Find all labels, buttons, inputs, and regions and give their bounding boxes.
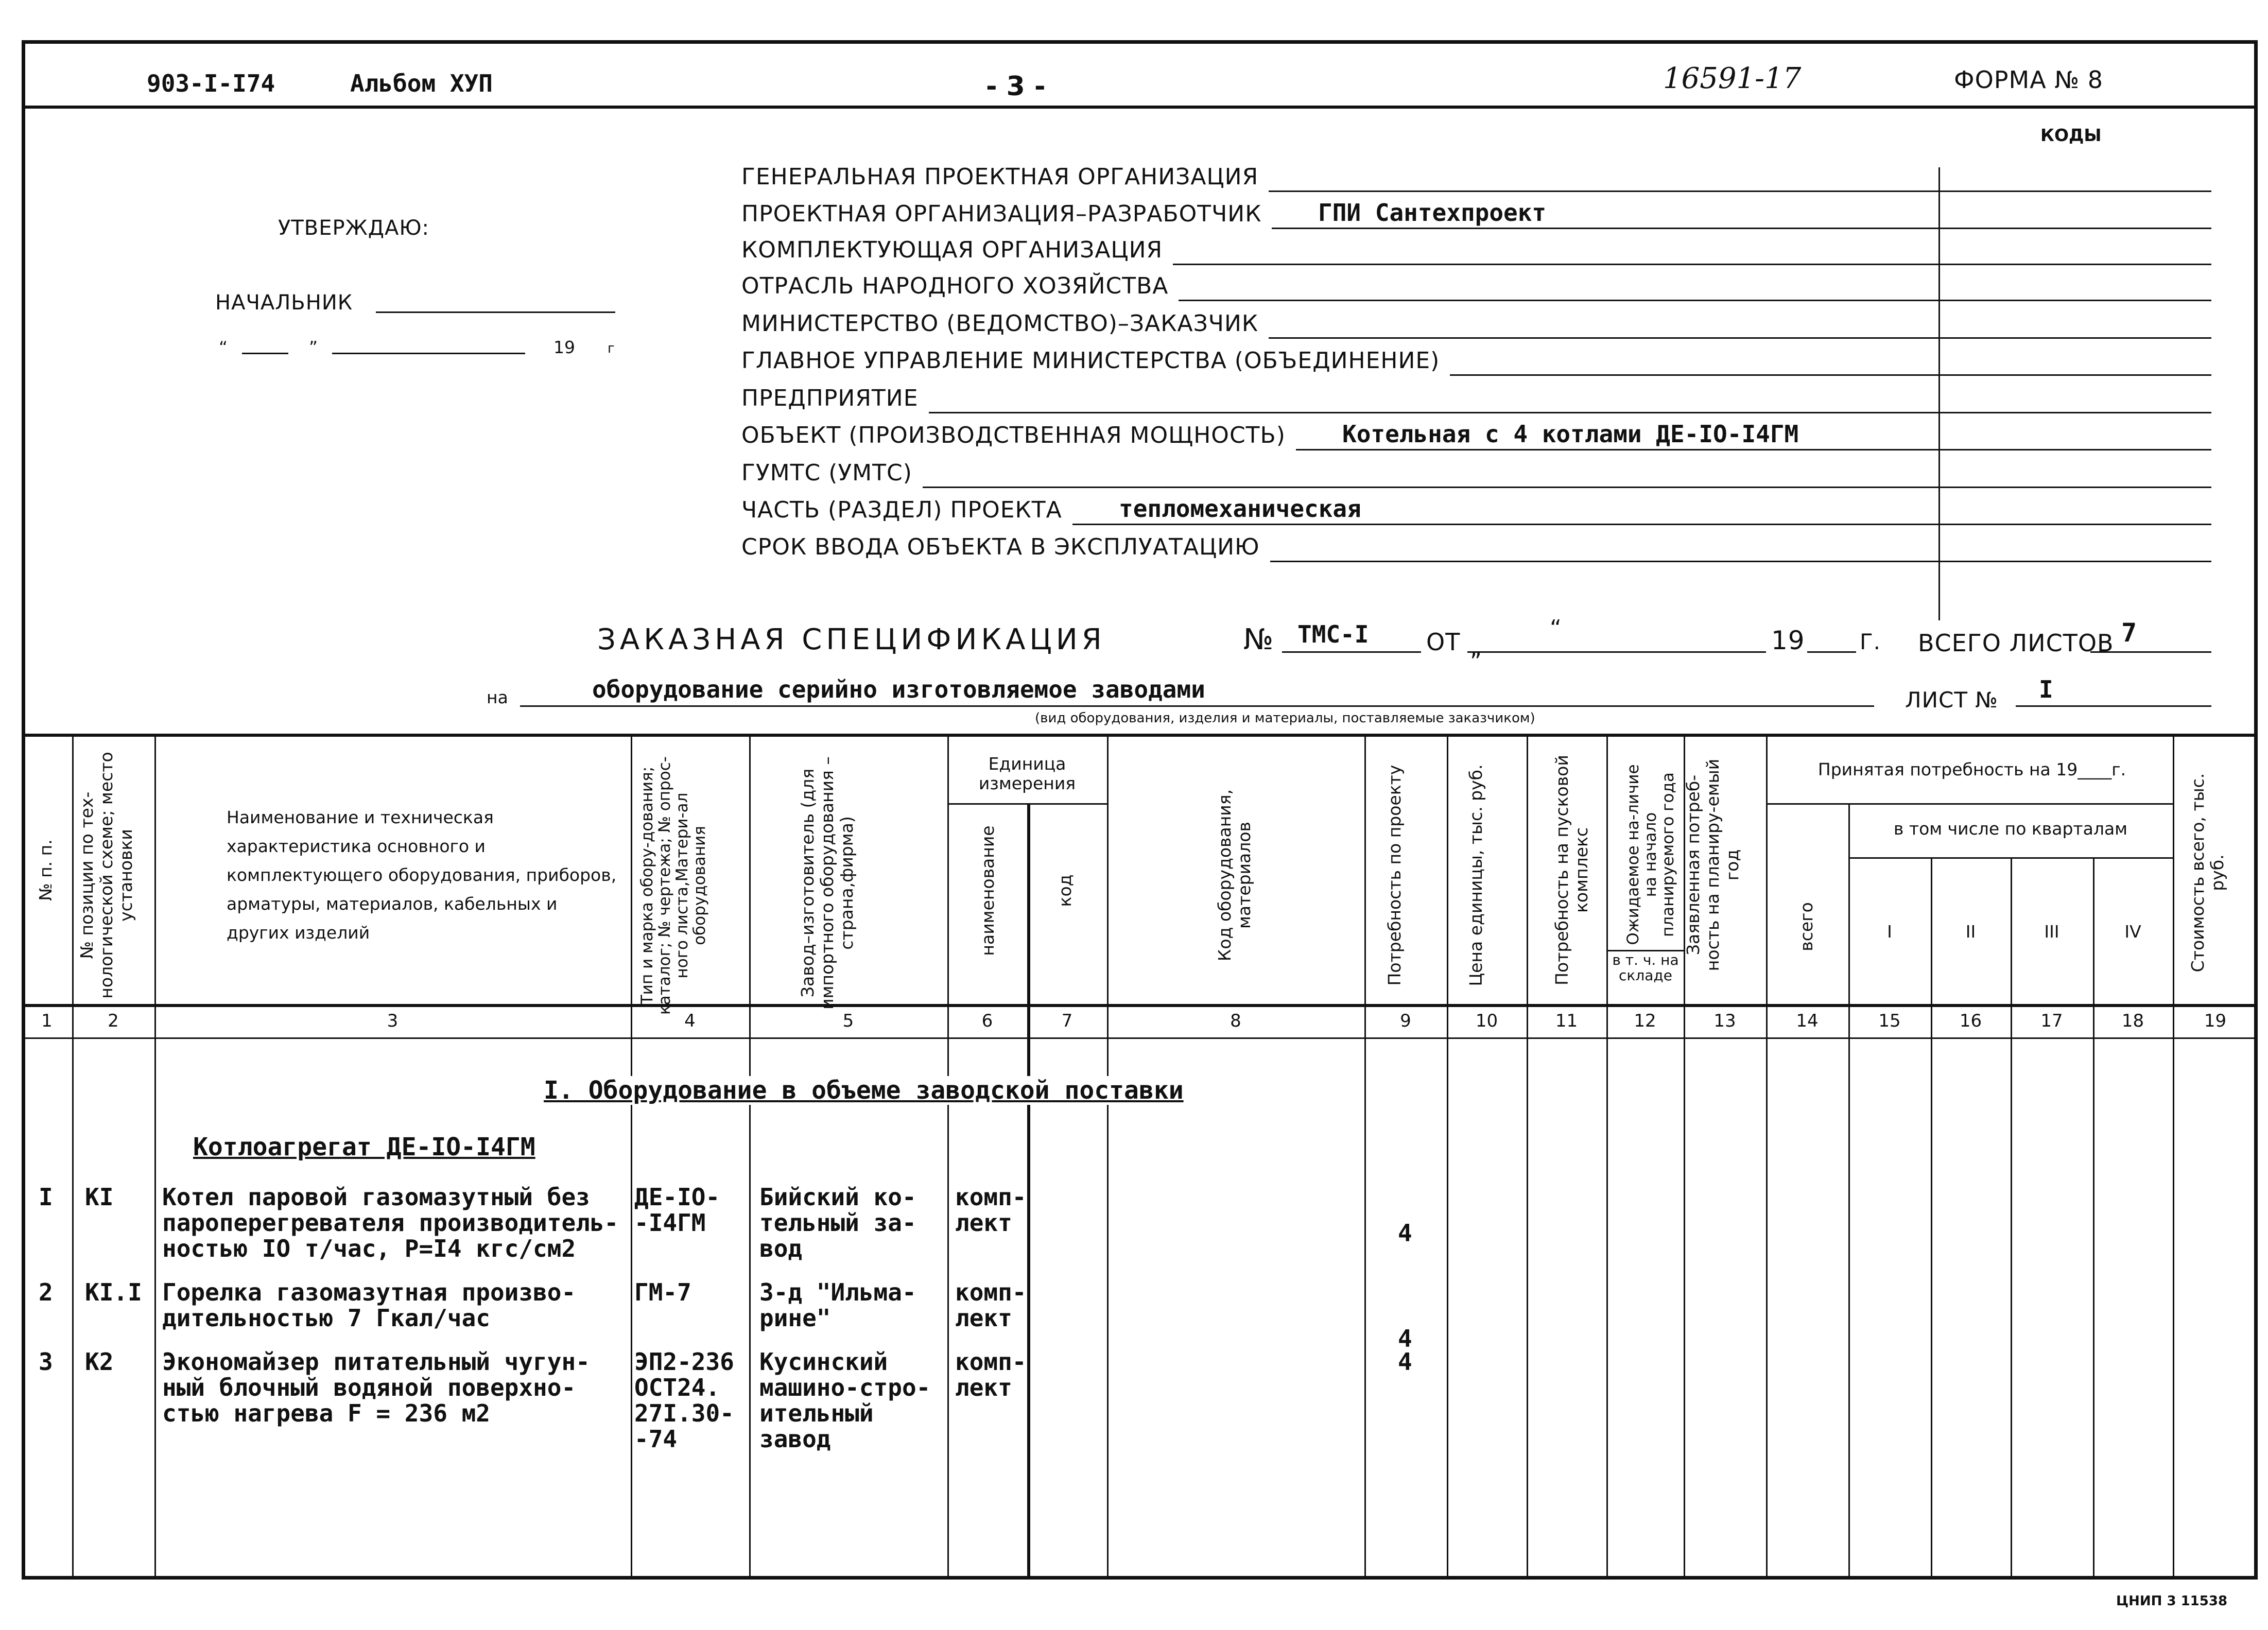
total-sheets-label: ВСЕГО ЛИСТОВ bbox=[1918, 629, 2114, 657]
col-line-4 bbox=[749, 734, 751, 1578]
th-quarters-group: в том числе по кварталам bbox=[1893, 819, 2128, 839]
page-number: - 3 - bbox=[986, 71, 1046, 102]
total-sheets-line bbox=[2090, 651, 2211, 653]
form-label: ФОРМА № 8 bbox=[1954, 66, 2104, 94]
org-field-label: ГЛАВНОЕ УПРАВЛЕНИЕ МИНИСТЕРСТВА (ОБЪЕДИНЕНИЕ) bbox=[741, 348, 1440, 374]
th-cost: Стоимость всего, тыс. руб. bbox=[2188, 773, 2227, 973]
header-bottom-border bbox=[22, 1004, 2258, 1007]
handwritten-code: 16591-17 bbox=[1663, 62, 1802, 95]
top-bar-divider bbox=[22, 106, 2258, 109]
row-maker: Кусинский машино-стро- ительный завод bbox=[759, 1348, 931, 1453]
spec-date-quote-close: ” bbox=[1470, 649, 1482, 675]
sheet-line bbox=[2016, 705, 2211, 707]
date-quote-open: “ bbox=[219, 337, 228, 357]
org-field-label: КОМПЛЕКТУЮЩАЯ ОРГАНИЗАЦИЯ bbox=[741, 237, 1163, 263]
colnum-19: 19 bbox=[2204, 1011, 2227, 1031]
colnum-16: 16 bbox=[1959, 1011, 1982, 1031]
codes-divider bbox=[1938, 167, 1940, 620]
org-field-label: ПРОЕКТНАЯ ОРГАНИЗАЦИЯ–РАЗРАБОТЧИК bbox=[741, 201, 1262, 227]
colnum-3: 3 bbox=[387, 1011, 399, 1031]
org-field-value: ГПИ Сантехпроект bbox=[1318, 199, 1547, 227]
col-line-15 bbox=[1931, 857, 1932, 1578]
col-line-10 bbox=[1527, 734, 1528, 1578]
spec-subject-caption: (вид оборудования, изделия и материалы, поставляемые заказчиком) bbox=[1035, 710, 1535, 726]
th-equip-code: Код оборудования, материалов bbox=[1215, 789, 1254, 962]
colnum-14: 14 bbox=[1796, 1011, 1819, 1031]
th-name: Наименование и техническая характеристика основного и комплектующего оборудования, приборов, арматуры, материалов, кабельных и других изделий bbox=[227, 807, 617, 943]
org-field-line bbox=[1272, 228, 2211, 229]
th-price: Цена единицы, тыс. руб. bbox=[1466, 764, 1486, 986]
th-launch: Потребность на пусковой комплекс bbox=[1552, 755, 1591, 985]
accepted-group-line bbox=[1766, 803, 2173, 805]
date-day-line bbox=[242, 353, 288, 354]
th-unit-group: Единица измерения bbox=[978, 754, 1076, 793]
spec-year-label: 19 bbox=[1771, 626, 1805, 655]
row-name: Котел паровой газомазутный без пароперегревателя производитель- ностью IO т/час, Р=I4 кгс/см2 bbox=[162, 1183, 619, 1262]
col-line-14 bbox=[1848, 803, 1850, 1578]
org-field-label: ОБЪЕКТ (ПРОИЗВОДСТВЕННАЯ МОЩНОСТЬ) bbox=[741, 422, 1286, 448]
row-unit: комп- лект bbox=[955, 1348, 1027, 1401]
th-q2: II bbox=[1965, 922, 1976, 942]
th-total: всего bbox=[1796, 902, 1816, 951]
th-q3: III bbox=[2044, 922, 2059, 942]
colnum-13: 13 bbox=[1713, 1011, 1736, 1031]
row-num: I bbox=[39, 1183, 53, 1211]
spec-from-label: ОТ bbox=[1426, 628, 1461, 656]
row-qty: 4 bbox=[1398, 1348, 1412, 1376]
th-q1: I bbox=[1887, 922, 1892, 942]
org-field-label: ГУМТС (УМТС) bbox=[741, 460, 912, 486]
org-field-label: ПРЕДПРИЯТИЕ bbox=[741, 385, 919, 411]
row-num: 2 bbox=[39, 1278, 53, 1306]
colnum-2: 2 bbox=[108, 1011, 119, 1031]
th-position: № позиции по тех-нологической схеме; место установки bbox=[77, 752, 136, 999]
colnum-11: 11 bbox=[1555, 1011, 1578, 1031]
sheet-label: ЛИСТ № bbox=[1905, 687, 1999, 713]
spec-number-value: ТМС-I bbox=[1297, 620, 1369, 648]
col-line-18 bbox=[2173, 734, 2174, 1578]
col-line-9 bbox=[1447, 734, 1448, 1578]
date-g-label: г bbox=[608, 341, 615, 356]
colnum-8: 8 bbox=[1230, 1011, 1241, 1031]
spec-g-label: Г. bbox=[1860, 629, 1881, 654]
chief-label: НАЧАЛЬНИК bbox=[215, 291, 353, 315]
colnum-4: 4 bbox=[684, 1011, 696, 1031]
th-expected-stock: в т. ч. на складе bbox=[1612, 951, 1679, 984]
row-type: ГМ-7 bbox=[634, 1278, 691, 1306]
date-quote-close: ” bbox=[309, 337, 318, 357]
colnum-1: 1 bbox=[41, 1011, 53, 1031]
row-unit: комп- лект bbox=[955, 1278, 1027, 1332]
org-field-label: ЧАСТЬ (РАЗДЕЛ) ПРОЕКТА bbox=[741, 497, 1062, 523]
org-field-line bbox=[1296, 449, 2211, 450]
th-type: Тип и марка обору-дования; каталог; № чертежа; № опрос-ного листа,Матери-ал оборудования bbox=[638, 756, 709, 1015]
row-type: ДЕ-IO- -I4ГМ bbox=[634, 1183, 720, 1237]
row-position: KI bbox=[85, 1183, 114, 1211]
colnum-9: 9 bbox=[1400, 1011, 1411, 1031]
col-line-6 bbox=[1027, 803, 1030, 1578]
org-field-label: СРОК ВВОДА ОБЪЕКТА В ЭКСПЛУАТАЦИЮ bbox=[741, 534, 1260, 560]
row-maker: З-д "Ильма- рине" bbox=[759, 1278, 916, 1332]
section-title-text: I. Оборудование в объеме заводской поставки bbox=[544, 1076, 1184, 1105]
col-line-7 bbox=[1107, 734, 1109, 1578]
spec-subject: оборудование серийно изготовляемое заводами bbox=[592, 675, 1205, 703]
spec-number-line bbox=[1282, 651, 1421, 653]
org-field-value: тепломеханическая bbox=[1119, 495, 1361, 523]
org-field-line bbox=[1173, 264, 2211, 265]
colnum-5: 5 bbox=[842, 1011, 854, 1031]
col-line-5 bbox=[947, 734, 949, 1578]
spec-year-line bbox=[1807, 651, 1856, 653]
group-title: Котлоагрегат ДЕ-IO-I4ГМ bbox=[193, 1133, 535, 1161]
org-field-line bbox=[1072, 524, 2211, 525]
col-line-3 bbox=[631, 734, 632, 1578]
codes-label: КОДЫ bbox=[2040, 125, 2102, 145]
spec-number-label: № bbox=[1243, 623, 1274, 656]
sheet-value: I bbox=[2039, 675, 2053, 703]
chief-signature-line bbox=[376, 311, 615, 313]
quarters-group-line bbox=[1848, 857, 2173, 859]
th-expected: Ожидаемое на-личие на начало планируемого года bbox=[1624, 764, 1677, 945]
spec-subject-line bbox=[520, 705, 1874, 707]
org-field-line bbox=[923, 487, 2211, 488]
colnum-10: 10 bbox=[1475, 1011, 1498, 1031]
th-maker: Завод–изготовитель (для импортного оборудования –страна,фирма) bbox=[798, 756, 857, 1010]
org-field-line bbox=[1269, 190, 2211, 192]
doc-number: 903-I-I74 bbox=[147, 70, 275, 97]
spec-title: ЗАКАЗНАЯ СПЕЦИФИКАЦИЯ bbox=[597, 623, 1106, 656]
row-type: ЭП2-236 ОСТ24. 27I.30- -74 bbox=[634, 1348, 734, 1453]
footer-stamp: ЦНИП 3 11538 bbox=[2116, 1593, 2228, 1609]
spec-date-line bbox=[1467, 651, 1766, 653]
org-field-value: Котельная с 4 котлами ДЕ-IO-I4ГМ bbox=[1342, 420, 1799, 448]
section-title bbox=[541, 1076, 1187, 1105]
th-q4: IV bbox=[2124, 922, 2141, 942]
album-label: Альбом ХУП bbox=[350, 70, 493, 97]
org-field-label: МИНИСТЕРСТВО (ВЕДОМСТВО)–ЗАКАЗЧИК bbox=[741, 310, 1259, 337]
row-unit: комп- лект bbox=[955, 1183, 1027, 1237]
row-name: Экономайзер питательный чугун- ный блочный водяной поверхно- стью нагрева F = 236 м2 bbox=[162, 1348, 590, 1427]
th-declared: Заявленная потреб-ность на планиру-емый год bbox=[1683, 758, 1742, 972]
col-line-1 bbox=[72, 734, 74, 1578]
table-top-border bbox=[22, 734, 2258, 737]
col-line-16 bbox=[2011, 857, 2012, 1578]
row-qty: 4 bbox=[1398, 1219, 1412, 1247]
org-field-line bbox=[1179, 300, 2211, 301]
col-line-2 bbox=[154, 734, 156, 1578]
spec-date-quote-open: “ bbox=[1550, 615, 1562, 641]
colnum-bottom-border bbox=[22, 1037, 2258, 1039]
colnum-15: 15 bbox=[1878, 1011, 1901, 1031]
org-field-line bbox=[1269, 337, 2211, 339]
row-position: K2 bbox=[85, 1348, 114, 1376]
th-accepted-group: Принятая потребность на 19____г. bbox=[1817, 759, 2126, 779]
colnum-17: 17 bbox=[2040, 1011, 2063, 1031]
row-maker: Бийский ко- тельный за- вод bbox=[759, 1183, 916, 1262]
colnum-7: 7 bbox=[1061, 1011, 1073, 1031]
th-unit-name: наименование bbox=[978, 825, 998, 956]
date-month-line bbox=[332, 353, 525, 354]
org-field-line bbox=[929, 412, 2211, 413]
col-line-13 bbox=[1766, 734, 1768, 1578]
colnum-12: 12 bbox=[1634, 1011, 1656, 1031]
col-line-11 bbox=[1606, 734, 1608, 1578]
date-year-label: 19 bbox=[553, 337, 575, 357]
spec-on-label: на bbox=[487, 687, 508, 707]
th-unit-code: код bbox=[1055, 874, 1075, 907]
org-field-label: ОТРАСЛЬ НАРОДНОГО ХОЗЯЙСТВА bbox=[741, 273, 1169, 299]
org-field-line bbox=[1270, 561, 2211, 562]
th-num: № п. п. bbox=[36, 839, 56, 901]
col-line-17 bbox=[2093, 857, 2094, 1578]
colnum-18: 18 bbox=[2121, 1011, 2144, 1031]
row-num: 3 bbox=[39, 1348, 53, 1376]
colnum-6: 6 bbox=[981, 1011, 993, 1031]
total-sheets-value: 7 bbox=[2121, 618, 2137, 648]
approve-label: УТВЕРЖДАЮ: bbox=[278, 216, 430, 240]
row-qty: 4 bbox=[1398, 1325, 1412, 1352]
org-field-label: ГЕНЕРАЛЬНАЯ ПРОЕКТНАЯ ОРГАНИЗАЦИЯ bbox=[741, 164, 1259, 190]
org-field-line bbox=[1450, 374, 2211, 376]
row-name: Горелка газомазутная произво- дительностью 7 Гкал/час bbox=[162, 1278, 576, 1332]
row-position: KI.I bbox=[85, 1278, 142, 1306]
unit-group-line bbox=[947, 803, 1107, 805]
th-need: Потребность по проекту bbox=[1384, 765, 1405, 986]
col-line-8 bbox=[1364, 734, 1366, 1578]
